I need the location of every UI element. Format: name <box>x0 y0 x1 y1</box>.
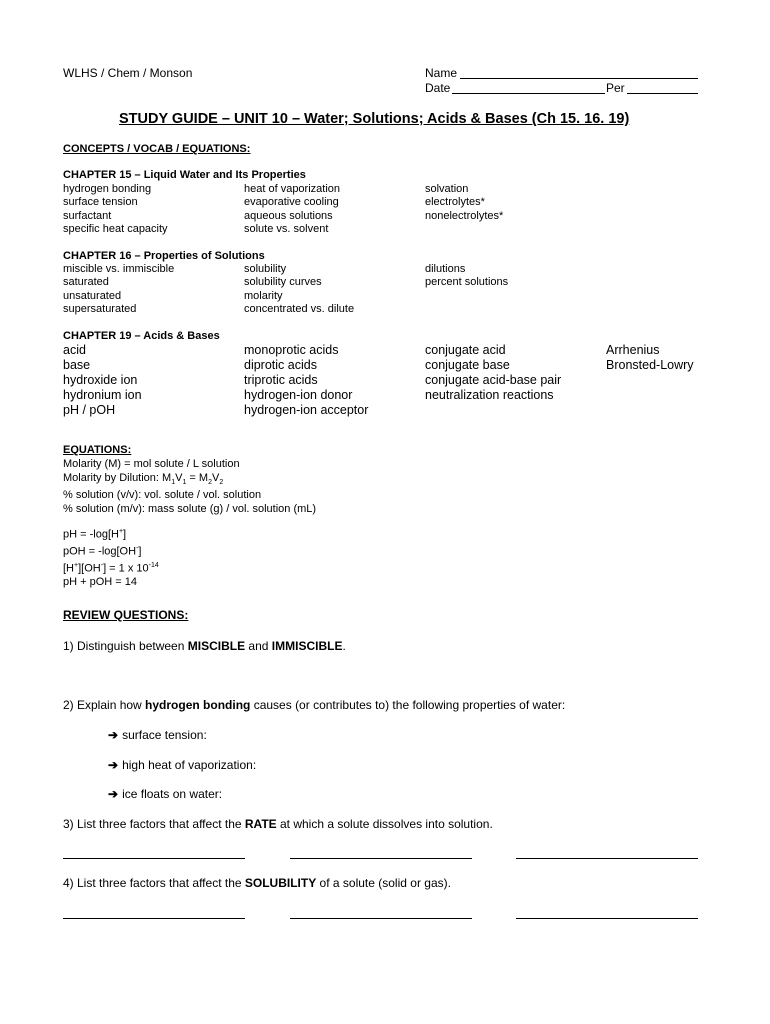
ch16-heading: CHAPTER 16 – Properties of Solutions <box>63 250 265 262</box>
ch19-col3 <box>425 343 561 403</box>
answer-line[interactable] <box>516 846 698 859</box>
ch19-col1 <box>63 343 142 418</box>
answer-line[interactable] <box>63 846 245 859</box>
vocab-item: saturated <box>63 276 109 289</box>
per-line[interactable] <box>627 80 698 94</box>
bullet-ice-floats: ➔ ice floats on water: <box>108 787 223 801</box>
vocab-item: nonelectrolytes* <box>425 209 504 222</box>
vocab-item: Arrhenius <box>606 343 660 357</box>
eq-pct-vv: % solution (v/v): vol. solute / vol. solution <box>63 489 262 502</box>
vocab-item: Bronsted-Lowry <box>606 358 694 372</box>
vocab-item: solubility curves <box>244 276 322 289</box>
vocab-item: electrolytes* <box>425 196 485 209</box>
question-3: 3) List three factors that affect the RATE at which a solute dissolves into solution. <box>63 817 493 831</box>
vocab-item: supersaturated <box>63 303 137 316</box>
eq-pct-mv: % solution (m/v): mass solute (g) / vol. solution (mL) <box>63 502 317 515</box>
ch15-heading: CHAPTER 15 – Liquid Water and Its Properties <box>63 169 306 181</box>
vocab-item: acid <box>63 343 86 357</box>
vocab-item: hydroxide ion <box>63 373 138 387</box>
equations-block-1 <box>63 458 316 516</box>
answer-line[interactable] <box>290 906 472 919</box>
vocab-item: neutralization reactions <box>425 388 554 402</box>
eq-kw: [H+][OH-] = 1 x $10^{-14}$ <box>63 562 159 575</box>
vocab-item: monoprotic acids <box>244 343 339 357</box>
vocab-item: base <box>63 358 91 372</box>
date-label: Date <box>425 81 451 95</box>
eq-ph: pH = -log[H+] <box>63 528 127 541</box>
page-title: STUDY GUIDE – UNIT 10 – Water; Solutions; Acids & Bases (Ch 15. 16. 19) <box>119 111 630 127</box>
date-line[interactable] <box>452 80 605 94</box>
ch16-col1 <box>63 263 174 317</box>
vocab-item: hydronium ion <box>63 388 142 402</box>
ch19-col4 <box>606 343 694 373</box>
arrow-icon: ➔ <box>108 787 119 801</box>
vocab-item: hydrogen-ion acceptor <box>244 403 369 417</box>
vocab-item: conjugate base <box>425 358 510 372</box>
arrow-icon: ➔ <box>108 758 119 772</box>
eq-poh: pOH = -log[OH-] <box>63 545 142 558</box>
vocab-item: diprotic acids <box>244 358 317 372</box>
vocab-item: hydrogen-ion donor <box>244 388 353 402</box>
eq-sum: pH + pOH = 14 <box>63 576 137 589</box>
vocab-item: miscible vs. immiscible <box>63 263 175 275</box>
bullet-surface-tension: ➔ surface tension: <box>108 728 207 742</box>
vocab-item: solute vs. solvent <box>244 223 329 236</box>
vocab-item: solvation <box>425 183 469 195</box>
ch19-col2 <box>244 343 368 418</box>
vocab-item: dilutions <box>425 263 466 275</box>
vocab-item: hydrogen bonding <box>63 183 152 195</box>
ch16-col2 <box>244 263 354 317</box>
ch19-heading: CHAPTER 19 – Acids & Bases <box>63 330 220 342</box>
vocab-item: triprotic acids <box>244 373 318 387</box>
eq-dilution: Molarity by Dilution: $M_1V_1 = M_2V_2$ <box>63 471 224 486</box>
ch15-col1 <box>63 183 168 237</box>
bullet-heat-vaporization: ➔ high heat of vaporization: <box>108 758 257 772</box>
arrow-icon: ➔ <box>108 728 119 742</box>
ch16-col3 <box>425 263 508 290</box>
name-line[interactable] <box>460 65 698 79</box>
ch15-col2 <box>244 183 340 237</box>
vocab-item: conjugate acid <box>425 343 506 357</box>
eq-molarity: Molarity (M) = mol solute / L solution <box>63 458 240 470</box>
vocab-item: evaporative cooling <box>244 196 339 209</box>
vocab-item: surface tension <box>63 196 138 209</box>
vocab-item: conjugate acid-base pair <box>425 373 562 387</box>
vocab-item: specific heat capacity <box>63 223 168 236</box>
vocab-item: heat of vaporization <box>244 183 341 195</box>
vocab-item: aqueous solutions <box>244 209 333 222</box>
answer-line[interactable] <box>290 846 472 859</box>
review-heading: REVIEW QUESTIONS: <box>63 608 189 622</box>
equations-block-2 <box>63 525 159 590</box>
vocab-item: solubility <box>244 263 287 275</box>
vocab-item: molarity <box>244 289 283 302</box>
equations-heading: EQUATIONS: <box>63 444 132 456</box>
answer-line[interactable] <box>63 906 245 919</box>
ch15-col3 <box>425 183 503 223</box>
course-label: WLHS / Chem / Monson <box>63 66 193 80</box>
name-label: Name <box>425 66 458 80</box>
vocab-item: pH / pOH <box>63 403 116 417</box>
question-2: 2) Explain how hydrogen bonding causes (or contributes to) the following properties of water: <box>63 698 566 712</box>
answer-line[interactable] <box>516 906 698 919</box>
vocab-item: unsaturated <box>63 289 122 302</box>
vocab-item: concentrated vs. dilute <box>244 303 355 316</box>
question-4: 4) List three factors that affect the SOLUBILITY of a solute (solid or gas). <box>63 876 451 890</box>
question-1: 1) Distinguish between MISCIBLE and IMMISCIBLE. <box>63 639 346 653</box>
vocab-item: surfactant <box>63 209 112 222</box>
per-label: Per <box>606 81 625 95</box>
vocab-item: percent solutions <box>425 276 509 289</box>
concepts-heading: CONCEPTS / VOCAB / EQUATIONS: <box>63 143 251 155</box>
